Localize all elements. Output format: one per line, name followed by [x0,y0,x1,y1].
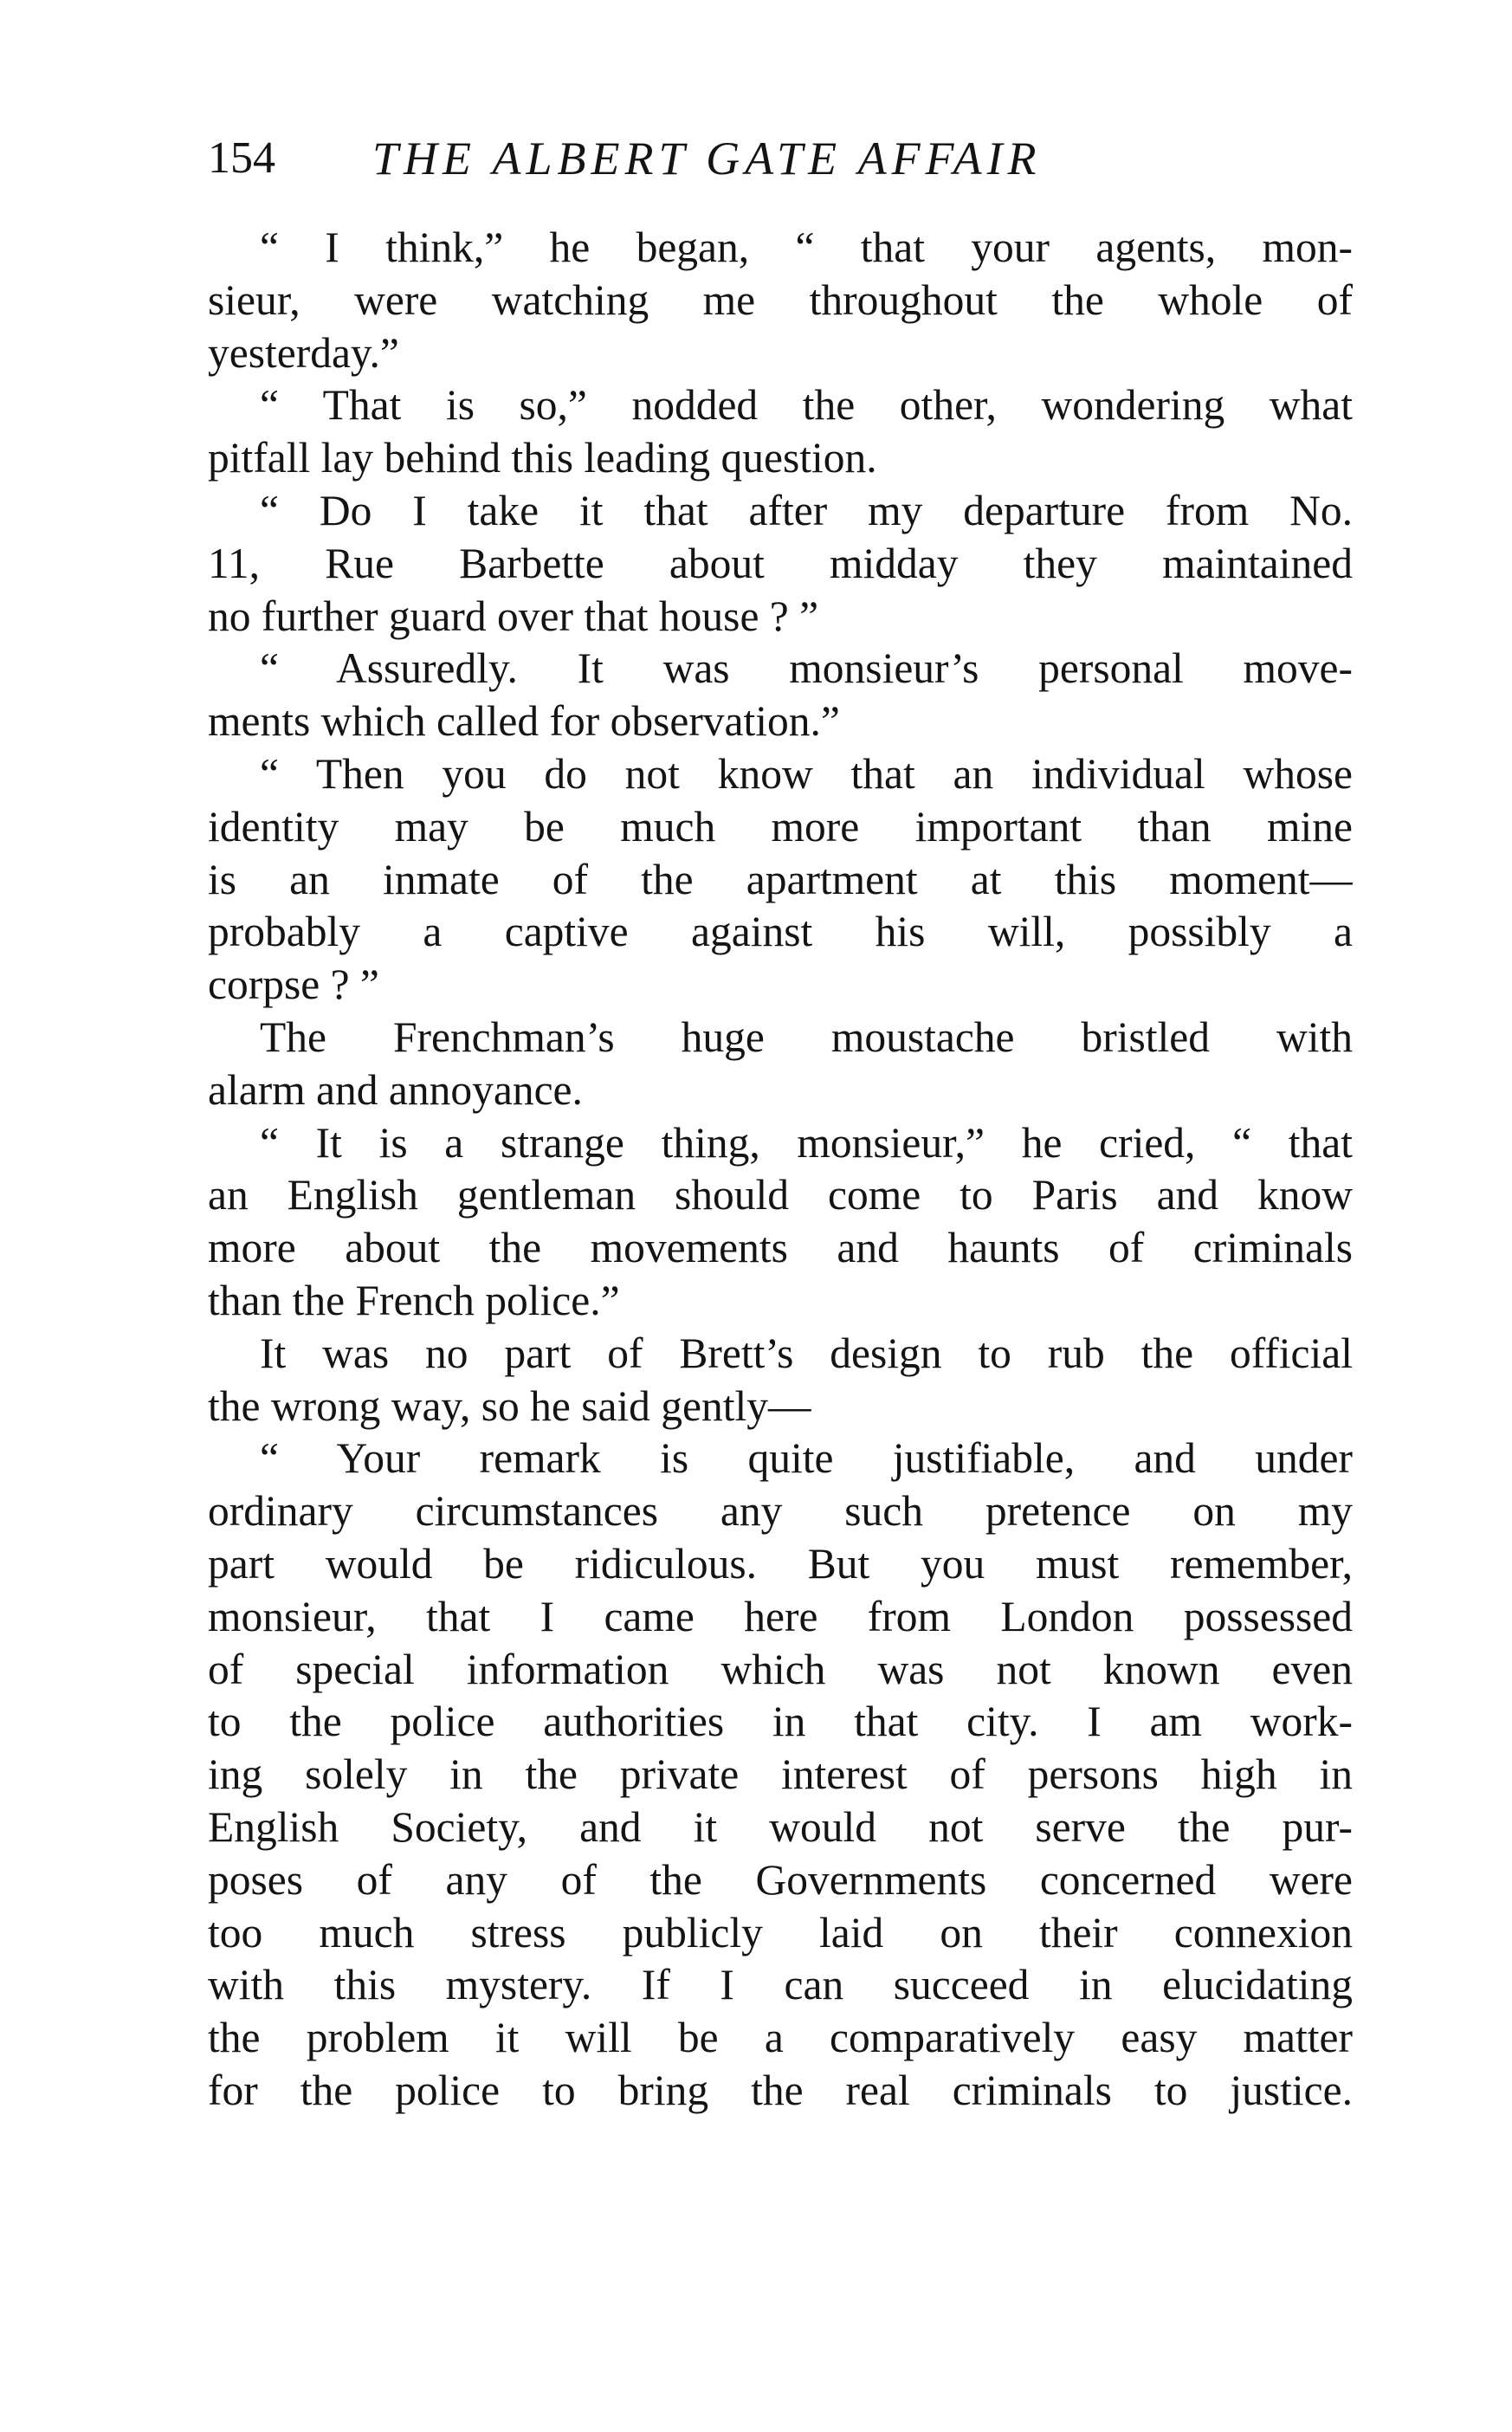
paragraph [208,1012,1353,1117]
text-line: 11, Rue Barbette about midday they maintained [208,539,1353,587]
text-line: too much stress publicly laid on their connexion [208,1908,1353,1957]
paragraph [208,379,1353,485]
text-line: an English gentleman should come to Paris and know [208,1171,1353,1219]
page-number: 154 [208,133,275,183]
text-line: of special information which was not known even [208,1645,1353,1693]
page-header [208,128,1351,189]
text-line: yesterday.” [208,328,399,377]
text-line: ments which called for observation.” [208,697,840,746]
paragraph [208,748,1353,1012]
text-line: probably a captive against his will, possibly a [208,908,1353,956]
text-line: ordinary circumstances any such pretence on my [208,1487,1353,1536]
body-text [208,222,1353,2144]
text-line: It was no part of Brett’s design to rub the official [260,1329,1353,1377]
text-line: “ It is a strange thing, monsieur,” he cried, “ that [260,1118,1353,1167]
text-line: is an inmate of the apartment at this moment— [208,855,1353,903]
text-line: “ Your remark is quite justifiable, and under [260,1434,1353,1483]
paragraph [208,1117,1353,1328]
text-line: “ I think,” he began, “ that your agents, mon- [260,223,1353,271]
text-line: than the French police.” [208,1276,620,1324]
text-line: “ Do I take it that after my departure from No. [260,486,1353,534]
text-line: alarm and annoyance. [208,1065,583,1114]
text-line: no further guard over that house ? ” [208,592,819,640]
text-line: part would be ridiculous. But you must remember, [208,1539,1353,1588]
text-line: sieur, were watching me throughout the whole of [208,275,1353,324]
text-line: English Society, and it would not serve the pur- [208,1802,1353,1851]
text-line: the wrong way, so he said gently— [208,1381,811,1430]
text-line: the problem it will be a comparatively easy matter [208,2014,1353,2062]
text-line: The Frenchman’s huge moustache bristled with [260,1012,1353,1061]
paragraph [208,1328,1353,1433]
text-line: identity may be much more important than mine [208,802,1353,851]
paragraph [208,643,1353,748]
text-line: pitfall lay behind this leading question. [208,434,877,482]
text-line: to the police authorities in that city. I am work- [208,1698,1353,1746]
text-line: ing solely in the private interest of persons high in [208,1750,1353,1799]
text-line: with this mystery. If I can succeed in elucidating [208,1961,1353,2009]
text-line: “ Assuredly. It was monsieur’s personal move- [260,644,1353,693]
text-line: for the police to bring the real criminals to justice. [208,2066,1353,2114]
text-line: monsieur, that I came here from London possessed [208,1592,1353,1640]
paragraph [208,485,1353,643]
text-line: poses of any of the Governments concerned were [208,1855,1353,1904]
paragraph [208,1433,1353,2117]
running-title: THE ALBERT GATE AFFAIR [372,133,1042,184]
text-line: more about the movements and haunts of criminals [208,1224,1353,1272]
paragraph [208,222,1353,379]
text-line: corpse ? ” [208,961,379,1009]
text-line: “ That is so,” nodded the other, wondering what [260,381,1353,430]
text-line: “ Then you do not know that an individual whose [260,749,1353,798]
